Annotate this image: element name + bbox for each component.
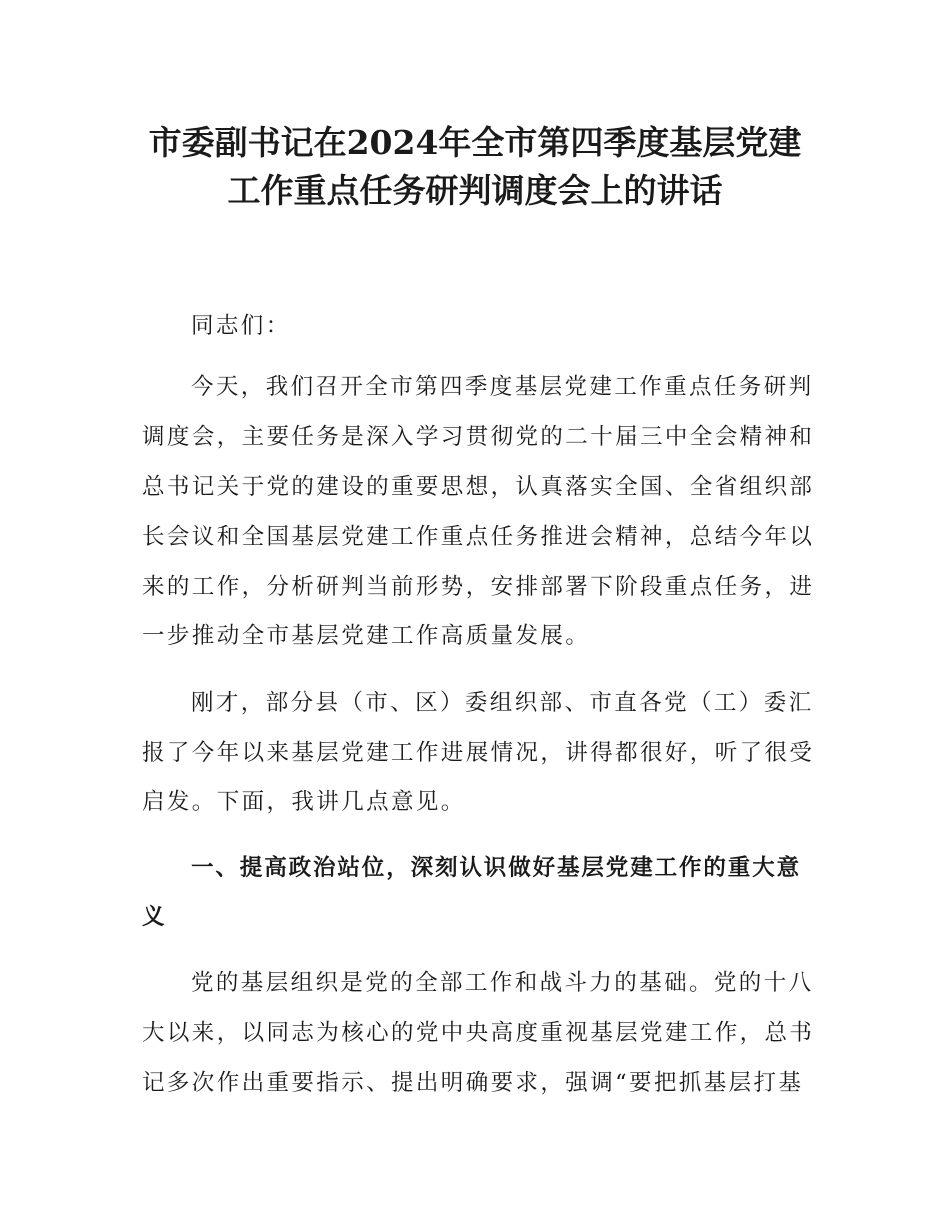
paragraph-1-line-5: 来的工作，分析研判当前形势，安排部署下阶段重点任务，进 <box>142 574 815 600</box>
paragraph-3-line-2: 大以来，以同志为核心的党中央高度重视基层党建工作，总书 <box>142 1020 815 1046</box>
paragraph-1-line-6: 一步推动全市基层党建工作高质量发展。 <box>142 623 591 649</box>
paragraph-1-line-3: 总书记关于党的建设的重要思想，认真落实全国、全省组织部 <box>142 474 815 500</box>
section-1-heading-line-2: 义 <box>142 904 167 930</box>
paragraph-1-line-2: 调度会，主要任务是深入学习贯彻党的二十届三中全会精神和 <box>142 424 815 450</box>
paragraph-2-line-3: 启发。下面，我讲几点意见。 <box>142 789 466 815</box>
paragraph-2-line-2: 报了今年以来基层党建工作进展情况，讲得都很好，听了很受 <box>142 740 815 766</box>
paragraph-2-line-1: 刚才，部分县（市、区）委组织部、市直各党（工）委汇 <box>191 690 814 716</box>
salutation: 同志们： <box>191 313 291 339</box>
paragraph-3-line-1: 党的基层组织是党的全部工作和战斗力的基础。党的十八 <box>191 970 814 996</box>
document-title-line-1: 市委副书记在2024年全市第四季度基层党建 <box>148 123 802 162</box>
paragraph-1-line-4: 长会议和全国基层党建工作重点任务推进会精神，总结今年以 <box>142 524 815 550</box>
paragraph-3-line-3: 记多次作出重要指示、提出明确要求，强调“要把抓基层打基 <box>142 1070 804 1096</box>
document-title-line-2: 工作重点任务研判调度会上的讲话 <box>227 171 723 210</box>
section-1-heading-line-1: 一、提高政治站位，深刻认识做好基层党建工作的重大意 <box>191 855 802 881</box>
paragraph-1-line-1: 今天，我们召开全市第四季度基层党建工作重点任务研判 <box>191 374 814 400</box>
